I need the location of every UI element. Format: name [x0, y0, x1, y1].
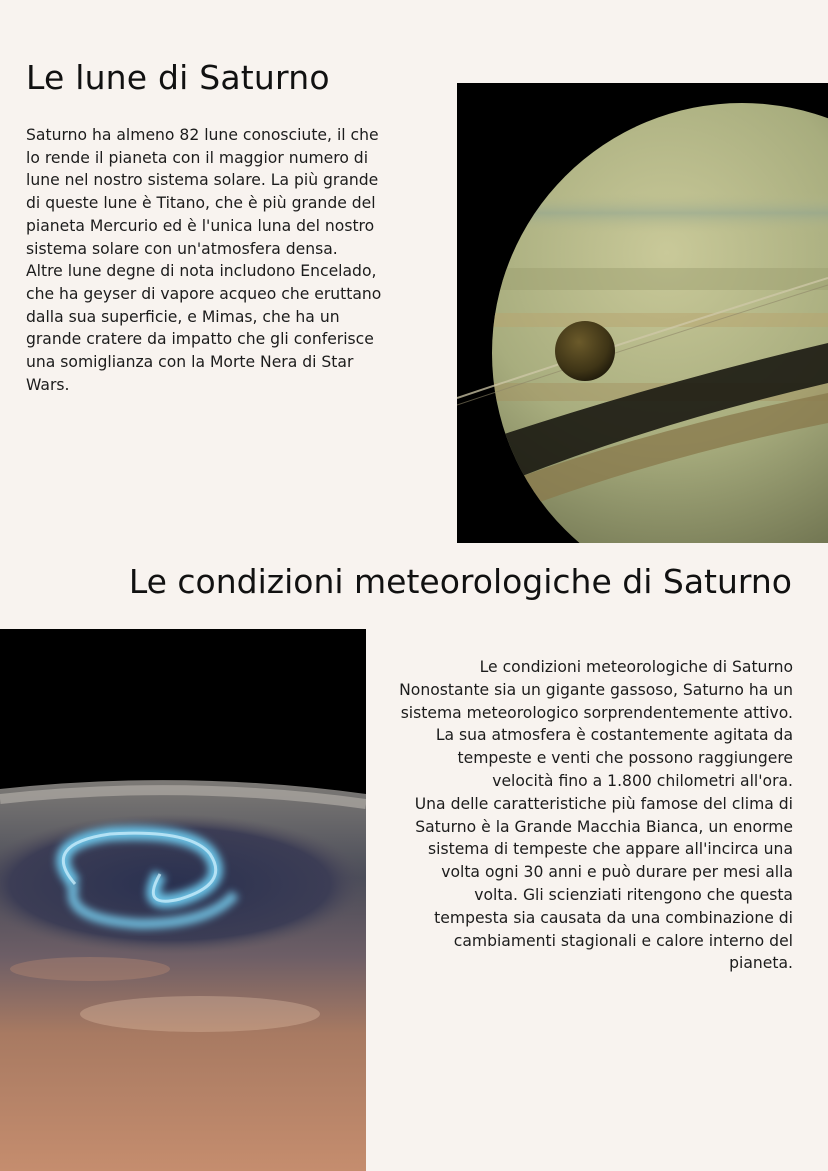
moons-line: una somiglianza con la Morte Nera di Star: [26, 353, 354, 372]
weather-line: sistema meteorologico sorprendentemente attivo.: [400, 703, 793, 722]
weather-line: Saturno è la Grande Macchia Bianca, un enorme: [415, 817, 793, 836]
moons-line: Wars.: [26, 375, 70, 394]
moons-line: di queste lune è Titano, che è più grande del: [26, 194, 376, 213]
saturn-aurora-image: [0, 629, 366, 1171]
moons-line: grande cratere da impatto che gli conferisce: [26, 330, 374, 349]
weather-line: volta. Gli scienziati ritengono che questa: [474, 885, 793, 904]
weather-line: tempesta sia causata da una combinazione di: [434, 908, 793, 927]
weather-line: Una delle caratteristiche più famose del clima di: [414, 794, 793, 813]
moons-line: che ha geyser di vapore acqueo che eruttano: [26, 284, 382, 303]
moons-line: sistema solare con un'atmosfera densa.: [26, 239, 338, 258]
saturn-titan-image: [457, 83, 828, 543]
moons-line: lune nel nostro sistema solare. La più grande: [26, 171, 379, 190]
moons-line: dalla sua superficie, e Mimas, che ha un: [26, 307, 340, 326]
moons-title: Le lune di Saturno: [26, 58, 330, 97]
moons-paragraph: [26, 124, 406, 396]
weather-line: sistema di tempeste che appare all'incirca una: [428, 840, 793, 859]
weather-line: La sua atmosfera è costantemente agitata da: [435, 726, 793, 745]
weather-line: Le condizioni meteorologiche di Saturno: [479, 658, 793, 676]
weather-line: pianeta.: [729, 954, 793, 973]
weather-paragraph: [363, 656, 793, 975]
moons-line: pianeta Mercurio ed è l'unica luna del nostro: [26, 216, 375, 235]
weather-title: Le condizioni meteorologiche di Saturno: [128, 562, 792, 601]
weather-line: Nonostante sia un gigante gassoso, Saturno ha un: [399, 680, 793, 699]
moons-line: Saturno ha almeno 82 lune conosciute, il che: [26, 126, 379, 144]
weather-line: cambiamenti stagionali e calore interno del: [453, 931, 793, 950]
moons-line: Altre lune degne di nota includono Encelado,: [26, 262, 377, 281]
weather-line: volta ogni 30 anni e può durare per mesi alla: [441, 863, 793, 882]
titan-moon: [555, 321, 615, 381]
weather-line: velocità fino a 1.800 chilometri all'ora.: [492, 771, 793, 790]
weather-line: tempeste e venti che possono raggiungere: [457, 749, 793, 768]
moons-line: lo rende il pianeta con il maggior numero di: [26, 148, 369, 167]
